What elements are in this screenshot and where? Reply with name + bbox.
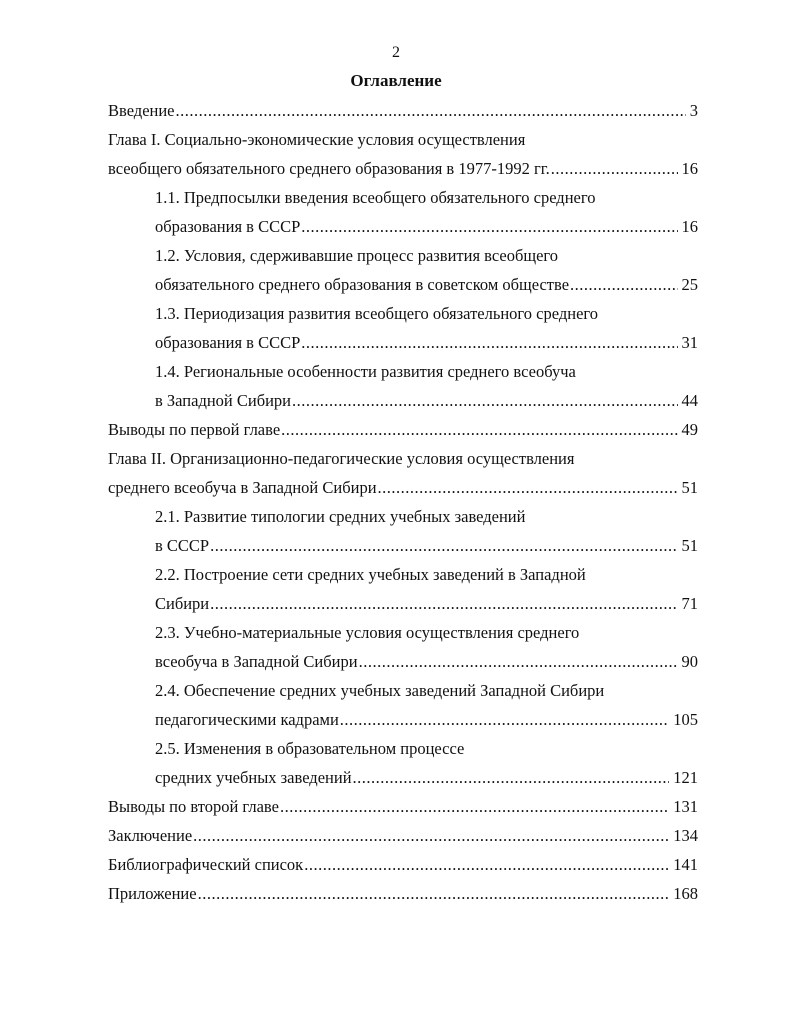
dot-leader xyxy=(304,850,669,879)
toc-page-number: 71 xyxy=(681,594,698,613)
toc-entry xyxy=(108,879,698,908)
toc-entry xyxy=(108,444,698,502)
toc-page-number: 131 xyxy=(673,797,698,816)
toc-entry-row xyxy=(155,386,698,415)
toc-entry-text: 1.3. Периодизация развития всеобщего обязательного среднего xyxy=(155,304,599,323)
dot-leader xyxy=(353,763,670,792)
dot-leader xyxy=(378,473,678,502)
toc-entry-text: Глава I. Социально-экономические условия осуществления xyxy=(108,130,526,149)
toc-entry xyxy=(108,821,698,850)
toc-entry xyxy=(108,415,698,444)
toc-page-number: 16 xyxy=(681,159,698,178)
dot-leader xyxy=(198,879,670,908)
toc-entry-text: 1.1. Предпосылки введения всеобщего обязательного среднего xyxy=(155,188,596,207)
toc-entry-row xyxy=(108,850,698,879)
toc-page-number: 25 xyxy=(681,275,698,294)
toc-entry xyxy=(108,792,698,821)
toc-entry-row xyxy=(108,473,698,502)
toc-entry-row xyxy=(155,705,698,734)
page-number: 2 xyxy=(392,44,400,61)
toc-page-number: 51 xyxy=(681,536,698,555)
toc-entry xyxy=(108,502,698,560)
toc-entry xyxy=(108,241,698,299)
toc-page-number: 16 xyxy=(681,217,698,236)
dot-leader xyxy=(193,821,669,850)
dot-leader xyxy=(280,792,669,821)
toc-entry-text: Выводы по первой главе xyxy=(108,420,281,439)
toc-page-number: 44 xyxy=(681,391,698,410)
toc-entry-text: 2.5. Изменения в образовательном процессе xyxy=(155,739,465,758)
toc-page-number: 51 xyxy=(681,478,698,497)
toc-entry-row xyxy=(108,821,698,850)
toc-entry-text: средних учебных заведений xyxy=(155,768,352,787)
toc-entry-row xyxy=(155,328,698,357)
toc-page-number: 31 xyxy=(681,333,698,352)
dot-leader xyxy=(281,415,677,444)
toc-page-number: 90 xyxy=(681,652,698,671)
toc-entry-text: Глава II. Организационно-педагогические условия осуществления xyxy=(108,449,575,468)
toc-entry xyxy=(108,299,698,357)
toc-entry-text: всеобуча в Западной Сибири xyxy=(155,652,358,671)
toc-entry-text: в Западной Сибири xyxy=(155,391,292,410)
toc-entry xyxy=(108,850,698,879)
toc-title: Оглавление xyxy=(350,71,442,90)
toc-page-number: 134 xyxy=(673,826,698,845)
toc-entry-text: 2.4. Обеспечение средних учебных заведений Западной Сибири xyxy=(155,681,605,700)
toc-entry-row xyxy=(155,270,698,299)
toc-entry-text: Библиографический список xyxy=(108,855,304,874)
dot-leader xyxy=(340,705,669,734)
toc-entry-row xyxy=(108,879,698,908)
toc-entry-text: Сибири xyxy=(155,594,210,613)
toc-entry xyxy=(108,96,698,125)
toc-page-number: 121 xyxy=(673,768,698,787)
toc-entry-text: обязательного среднего образования в советском обществе xyxy=(155,275,570,294)
dot-leader xyxy=(292,386,677,415)
toc-entry-row xyxy=(155,212,698,241)
toc-entry-row xyxy=(108,154,698,183)
toc-entry-row xyxy=(155,763,698,792)
toc-entry-row xyxy=(155,647,698,676)
toc-entry xyxy=(108,560,698,618)
toc-entry-text: образования в СССР xyxy=(155,217,301,236)
toc-entry-text: в СССР xyxy=(155,536,210,555)
dot-leader xyxy=(301,328,677,357)
toc-page-number: 3 xyxy=(689,101,698,120)
toc-entry-text: 2.3. Учебно-материальные условия осуществления среднего xyxy=(155,623,580,642)
toc-entry-text: 2.1. Развитие типологии средних учебных заведений xyxy=(155,507,526,526)
table-of-contents xyxy=(108,96,698,908)
toc-entry-text: Заключение xyxy=(108,826,193,845)
toc-entry-text: среднего всеобуча в Западной Сибири xyxy=(108,478,377,497)
toc-entry xyxy=(108,357,698,415)
toc-entry-text: 2.2. Построение сети средних учебных заведений в Западной xyxy=(155,565,586,584)
dot-leader xyxy=(210,589,677,618)
dot-leader xyxy=(359,647,678,676)
toc-entry-row xyxy=(108,792,698,821)
toc-entry-row xyxy=(155,531,698,560)
toc-entry-row xyxy=(108,96,698,125)
toc-entry-row xyxy=(108,415,698,444)
toc-entry-text: 1.4. Региональные особенности развития среднего всеобуча xyxy=(155,362,576,381)
dot-leader xyxy=(210,531,677,560)
toc-entry xyxy=(108,618,698,676)
toc-entry xyxy=(108,183,698,241)
dot-leader xyxy=(551,154,678,183)
toc-entry-text: Введение xyxy=(108,101,175,120)
toc-entry-text: 1.2. Условия, сдерживавшие процесс развития всеобщего xyxy=(155,246,558,265)
toc-page-number: 168 xyxy=(673,884,698,903)
toc-page-number: 141 xyxy=(673,855,698,874)
toc-entry-text: Выводы по второй главе xyxy=(108,797,279,816)
toc-page-number: 49 xyxy=(681,420,698,439)
toc-entry xyxy=(108,676,698,734)
dot-leader xyxy=(570,270,677,299)
toc-entry-row xyxy=(155,589,698,618)
toc-entry xyxy=(108,125,698,183)
toc-entry xyxy=(108,734,698,792)
toc-page-number: 105 xyxy=(673,710,698,729)
dot-leader xyxy=(176,96,686,125)
toc-entry-text: образования в СССР xyxy=(155,333,301,352)
dot-leader xyxy=(301,212,677,241)
toc-entry-text: всеобщего обязательного среднего образования в 1977-1992 гг. xyxy=(108,159,550,178)
toc-entry-text: Приложение xyxy=(108,884,197,903)
toc-entry-text: педагогическими кадрами xyxy=(155,710,339,729)
